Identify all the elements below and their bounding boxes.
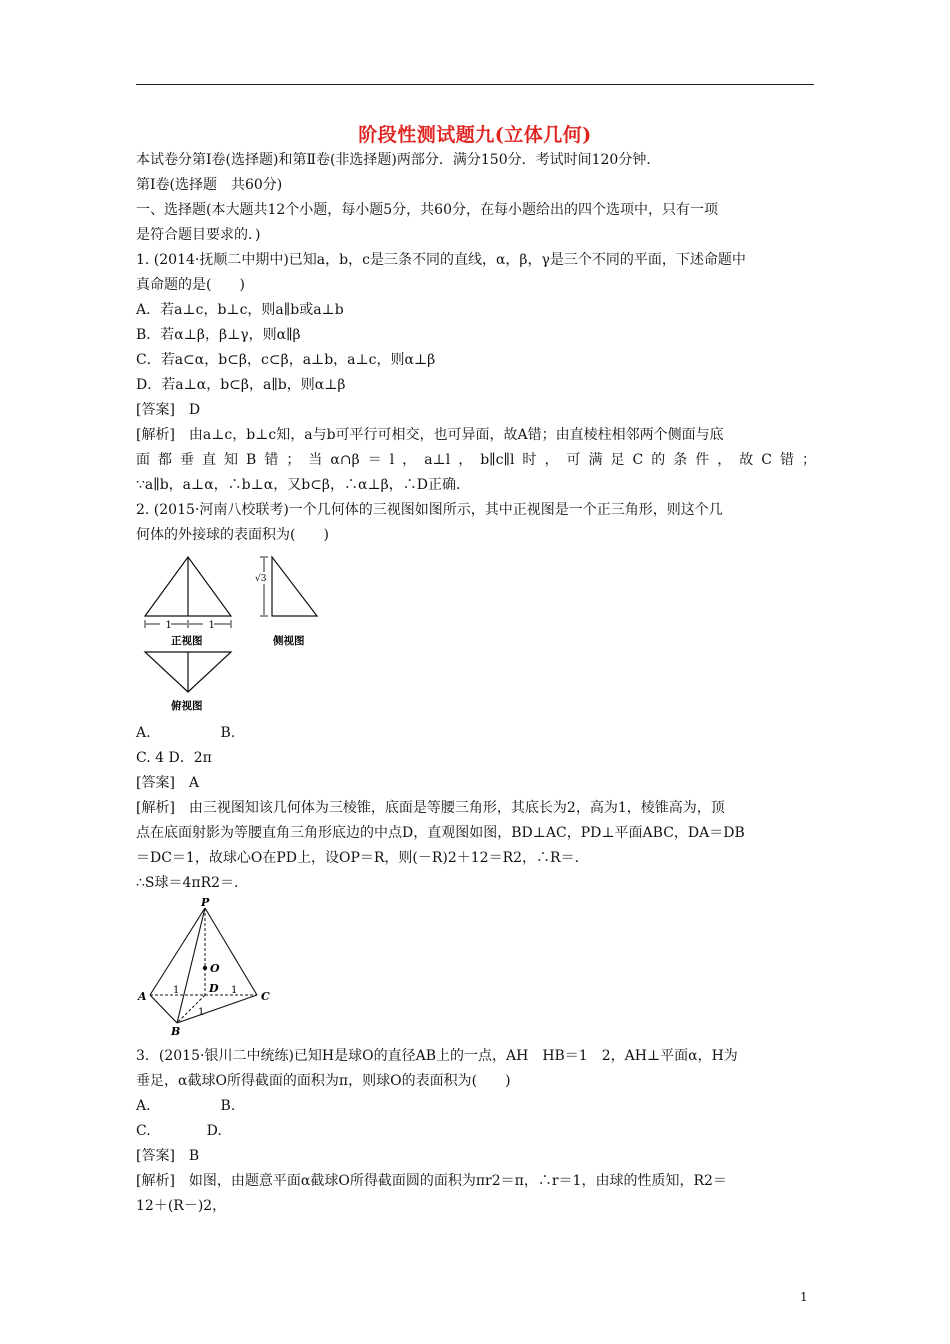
edge-ab [150, 995, 177, 1023]
edge-pb [177, 908, 205, 1023]
q2-analysis-line4: ∴S球＝4πR2＝. [136, 875, 239, 891]
front-dimension [145, 620, 231, 628]
label-a: A [138, 990, 147, 1003]
label-c: C [261, 990, 270, 1003]
edge-pa [150, 908, 205, 995]
q2-analysis-line1: [解析] 由三视图知该几何体为三棱锥，底面是等腰三角形，其底长为2，高为1，棱锥高为，顶 [136, 800, 725, 816]
edge-bc [177, 995, 257, 1023]
q1-analysis-line2: 面都垂直知B错；当α∩β＝l，a⊥l，b∥c∥l时，可满足C的条件，故C错； [136, 452, 816, 468]
q2-answer: [答案] A [136, 775, 200, 791]
label-db-length: 1 [198, 1007, 205, 1018]
section-instructions-line1: 一、选择题(本大题共12个小题，每小题5分，共60分，在每小题给出的四个选项中，只有一项 [136, 202, 718, 218]
q2-analysis-line2: 点在底面射影为等腰直角三角形底边的中点D，直观图如图，BD⊥AC，PD⊥平面ABC，DA＝DB [136, 825, 745, 841]
label-da-length: 1 [173, 985, 180, 996]
page-number: 1 [800, 1290, 808, 1304]
top-view [145, 652, 231, 692]
q1-stem-line2: 真命题的是( ) [136, 277, 245, 293]
side-dimension [260, 557, 268, 616]
page-title: 阶段性测试题九(立体几何) [358, 124, 592, 146]
q3-analysis-line2: 12＋(R－)2， [136, 1198, 227, 1214]
top-view-label: 俯视图 [171, 700, 203, 712]
side-view-triangle [272, 557, 317, 616]
intro-text: 本试卷分第Ⅰ卷(选择题)和第Ⅱ卷(非选择题)两部分．满分150分．考试时间120分钟． [136, 152, 661, 168]
q1-option-b: B．若α⊥β，β⊥γ，则α∥β [136, 327, 301, 343]
q1-analysis-line3: ∵a∥b，a⊥α，∴b⊥α，又b⊂β，∴α⊥β，∴D正确． [136, 477, 470, 493]
q1-option-d: D．若a⊥α，b⊂β，a∥b，则α⊥β [136, 377, 346, 393]
pyramid-figure [135, 895, 280, 1038]
center-o-point [203, 966, 207, 970]
q1-analysis-line1: [解析] 由a⊥c，b⊥c知，a与b可平行可相交，也可异面，故A错；由直棱柱相邻两个侧面与底 [136, 427, 724, 443]
q2-analysis-line3: ＝DC＝1，故球心O在PD上，设OP＝R，则(－R)2＋12＝R2，∴R＝. [136, 850, 580, 866]
q3-stem-line1: 3．(2015·银川二中统练)已知H是球O的直径AB上的一点，AH HB＝1 2，AH⊥平面α，H为 [136, 1048, 738, 1064]
label-b: B [171, 1025, 181, 1038]
q3-stem-line2: 垂足，α截球O所得截面的面积为π，则球O的表面积为( ) [136, 1073, 511, 1089]
three-view-figure [140, 552, 330, 717]
q1-option-c: C．若a⊂α，b⊂β，c⊂β，a⊥b，a⊥c，则α⊥β [136, 352, 436, 368]
q2-options-cd: C. 4 D．2π [136, 750, 212, 766]
header-rule [136, 84, 814, 85]
q3-answer: [答案] B [136, 1148, 200, 1164]
q2-options-ab: A. B. [136, 725, 236, 741]
side-dim-sqrt3: √3 [255, 574, 267, 584]
q2-stem-line1: 2. (2015·河南八校联考)一个几何体的三视图如图所示，其中正视图是一个正三角形，则这个几 [136, 502, 723, 518]
q1-option-a: A．若a⊥c，b⊥c，则a∥b或a⊥b [136, 302, 344, 318]
q3-analysis-line1: [解析] 如图，由题意平面α截球O所得截面圆的面积为πr2＝π，∴r＝1，由球的性质知，R2＝ [136, 1173, 727, 1189]
q1-answer: [答案] D [136, 402, 201, 418]
label-dc-length: 1 [231, 985, 238, 996]
label-o: O [210, 962, 220, 975]
q2-stem-line2: 何体的外接球的表面积为( ) [136, 527, 329, 543]
side-view-label: 侧视图 [273, 635, 305, 647]
front-view [145, 557, 231, 616]
section-instructions-line2: 是符合题目要求的．) [136, 227, 261, 243]
q3-options-ab: A. B. [136, 1098, 236, 1114]
front-dim-right: 1 [208, 620, 215, 631]
q1-stem-line1: 1. (2014·抚顺二中期中)已知a，b，c是三条不同的直线，α，β，γ是三个不同的平面，下述命题中 [136, 252, 746, 268]
label-p: P [201, 896, 210, 909]
part-heading: 第Ⅰ卷(选择题 共60分) [136, 177, 283, 193]
label-d: D [209, 982, 219, 995]
front-view-label: 正视图 [171, 635, 203, 647]
front-dim-left: 1 [165, 620, 172, 631]
q3-options-cd: C. D. [136, 1123, 222, 1139]
